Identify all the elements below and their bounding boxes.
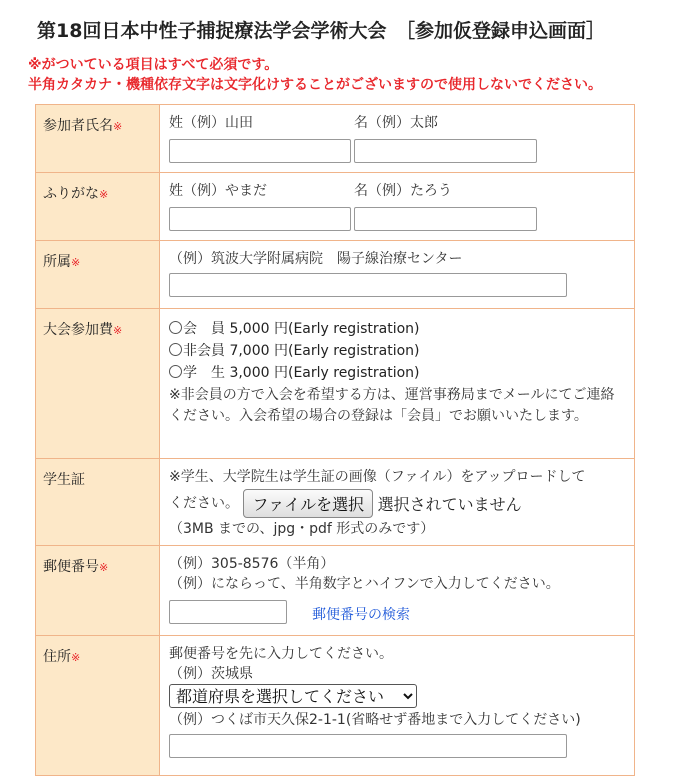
address-hint-postal-first: 郵便番号を先に入力してください。: [169, 646, 393, 662]
label-affiliation: [36, 241, 160, 309]
field-affiliation: [160, 241, 635, 309]
file-select-button[interactable]: ファイルを選択: [243, 489, 373, 518]
required-mark: ※: [71, 651, 81, 664]
field-furigana: [160, 173, 635, 241]
affiliation-hint: （例）筑波大学附属病院 陽子線治療センター: [169, 251, 463, 267]
label-text: 大会参加費: [43, 322, 113, 338]
label-text: 学生証: [43, 472, 85, 488]
fee-option-student[interactable]: 学 生 3,000 円(Early registration): [169, 362, 634, 384]
first-name-hint: 名（例）太郎: [354, 115, 438, 131]
first-kana-hint: 名（例）たろう: [354, 183, 452, 199]
label-text: 郵便番号: [43, 559, 99, 575]
postal-code-input[interactable]: [169, 600, 287, 624]
label-text: 所属: [43, 254, 71, 270]
row-fee: [36, 309, 635, 459]
row-affiliation: [36, 241, 635, 309]
file-format-note: （3MB までの、jpg・pdf 形式のみです）: [169, 521, 435, 537]
label-text: 住所: [43, 649, 71, 665]
fee-membership-note: ※非会員の方で入会を希望する方は、運営事務局までメールにてご連絡ください。入会希望の場合の登録は「会員」でお願いいたします。: [169, 387, 615, 424]
required-mark: ※: [99, 561, 109, 574]
first-name-input[interactable]: [354, 139, 537, 163]
label-text: 参加者氏名: [43, 118, 113, 134]
page-title: 第18回日本中性子捕捉療法学会学術大会 ［参加仮登録申込画面］: [37, 20, 605, 42]
postal-hint-format: （例）305-8576（半角）: [169, 556, 335, 572]
prefecture-select[interactable]: [169, 684, 417, 708]
required-note: ※がついている項目はすべて必須です。: [28, 57, 279, 73]
row-student-id: [36, 459, 635, 546]
address-input[interactable]: [169, 734, 567, 758]
file-status-text: 選択されていません: [377, 495, 522, 514]
last-kana-hint: 姓（例）やまだ: [169, 183, 267, 199]
affiliation-input[interactable]: [169, 273, 567, 297]
student-id-note: ※学生、大学院生は学生証の画像（ファイル）をアップロードして: [169, 469, 586, 485]
fee-option-nonmember[interactable]: 非会員 7,000 円(Early registration): [169, 340, 634, 362]
registration-form-table: [35, 104, 635, 776]
row-postal-code: [36, 546, 635, 636]
field-student-id: [160, 459, 635, 546]
address-hint-prefecture: （例）茨城県: [169, 666, 253, 682]
label-student-id: [36, 459, 160, 546]
last-name-hint: 姓（例）山田: [169, 115, 253, 131]
row-participant-name: [36, 105, 635, 173]
row-address: [36, 636, 635, 776]
row-furigana: [36, 173, 635, 241]
first-kana-input[interactable]: [354, 207, 537, 231]
required-mark: ※: [71, 256, 81, 269]
label-furigana: [36, 173, 160, 241]
field-participant-name: [160, 105, 635, 173]
label-address: [36, 636, 160, 776]
last-name-input[interactable]: [169, 139, 351, 163]
required-mark: ※: [99, 188, 109, 201]
fee-option-member[interactable]: 会 員 5,000 円(Early registration): [169, 318, 634, 340]
field-fee: [160, 309, 635, 459]
label-postal-code: [36, 546, 160, 636]
last-kana-input[interactable]: [169, 207, 351, 231]
required-mark: ※: [113, 324, 123, 337]
field-address: [160, 636, 635, 776]
charset-warning-note: 半角カタカナ・機種依存文字は文字化けすることがございますので使用しないでください。: [28, 77, 602, 93]
label-text: ふりがな: [43, 186, 99, 202]
label-participant-name: [36, 105, 160, 173]
postal-hint-instruction: （例）にならって、半角数字とハイフンで入力してください。: [169, 576, 560, 592]
student-id-note-cont: ください。: [169, 495, 239, 512]
field-postal-code: [160, 546, 635, 636]
required-mark: ※: [113, 120, 123, 133]
radio-icon[interactable]: [169, 343, 182, 356]
radio-icon[interactable]: [169, 321, 182, 334]
radio-icon[interactable]: [169, 365, 182, 378]
postal-search-link[interactable]: 郵便番号の検索: [312, 607, 410, 623]
address-hint-city: （例）つくば市天久保2-1-1(省略せず番地まで入力してください): [169, 712, 581, 728]
label-fee: [36, 309, 160, 459]
